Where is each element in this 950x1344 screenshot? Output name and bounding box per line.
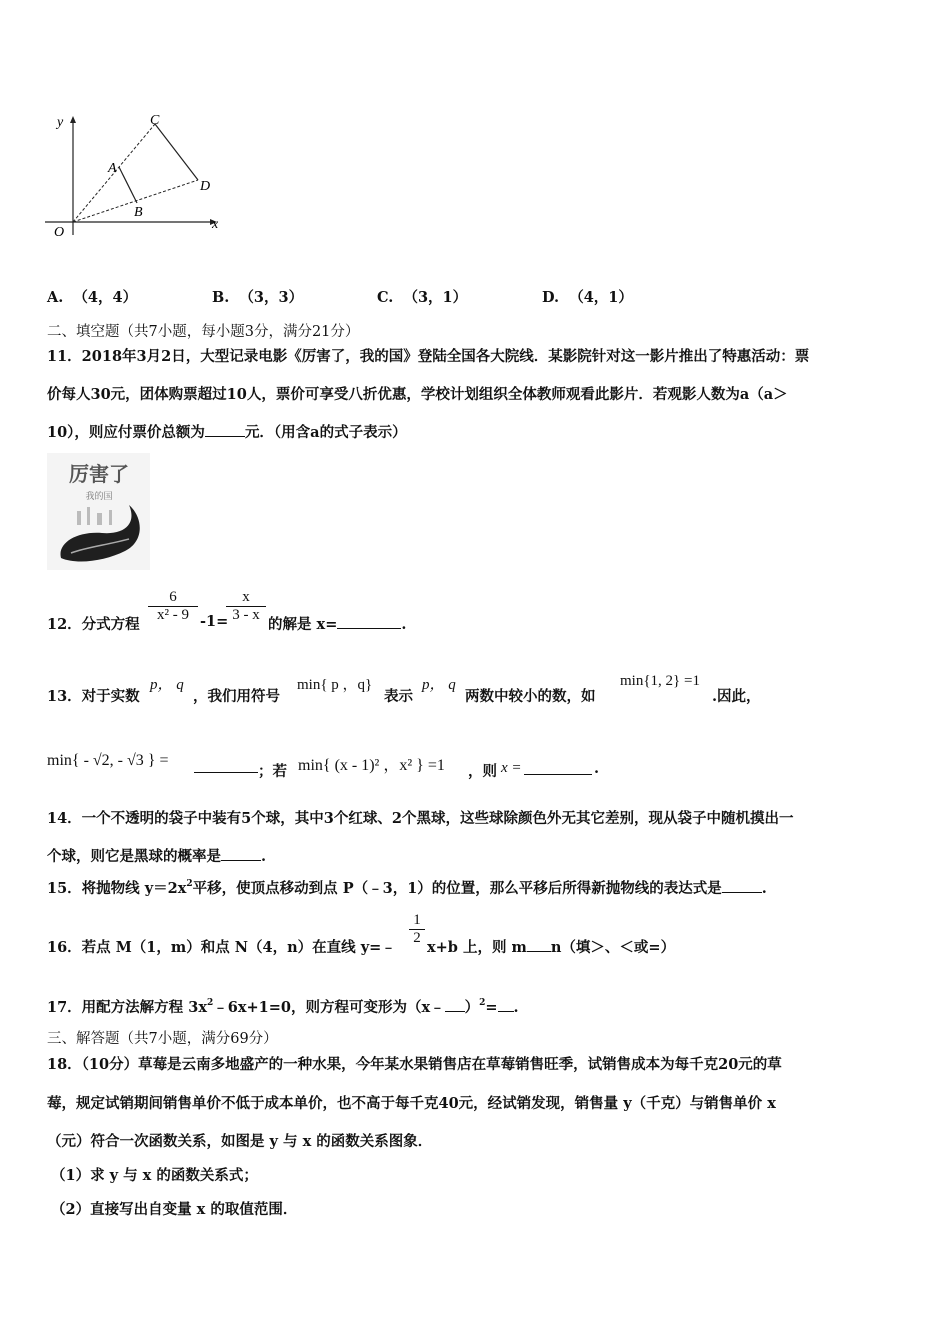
q15-line — [47, 877, 767, 898]
option-value: （3，1） — [403, 289, 468, 306]
q14-answer-blank — [221, 846, 261, 861]
segment-ab — [119, 167, 137, 203]
label-d: D — [200, 179, 211, 194]
q13-mid-3: 两数中较小的数，如 — [465, 688, 596, 705]
option-letter: A. — [47, 289, 64, 306]
q13-answer-blank-1 — [194, 758, 258, 773]
q18-part1: （1）求 y 与 x 的函数关系式； — [51, 1167, 258, 1184]
q13-line2-end: . — [594, 760, 600, 777]
q18-part2: （2）直接写出自变量 x 的取值范围． — [51, 1201, 298, 1218]
q16-text-b: x+b 上，则 m — [427, 939, 527, 956]
q15-sup: 2 — [186, 879, 193, 889]
q13-example: min{1, 2} =1 — [620, 673, 700, 689]
q16-text-rest — [427, 936, 675, 957]
section-3-title: 三、解答题（共7小题，满分69分） — [47, 1031, 278, 1047]
option-value: （3，3） — [239, 289, 304, 306]
option-c — [377, 286, 467, 307]
q17-sup-2: 2 — [479, 998, 486, 1008]
option-b — [212, 286, 303, 307]
q12-suffix-text: 的解是 x= — [268, 616, 338, 633]
q17-text-c: ） — [464, 999, 480, 1016]
q16-frac-num: 1 — [413, 912, 421, 928]
q13-pq-2: p， q — [422, 677, 456, 693]
q13-expression: min{ - √2, - √3 } = — [47, 752, 169, 769]
q11-answer-blank — [205, 422, 245, 437]
label-y: y — [57, 115, 64, 130]
q16-answer-blank — [527, 937, 551, 952]
q15-text-b: 平移，使顶点移动到点 P（﹣3，1）的位置，那么平移后所得新抛物线的表达式是 — [192, 880, 722, 897]
segment-cd — [155, 124, 198, 180]
poster-subtitle: 我的国 — [85, 492, 113, 502]
q17-sup-1: 2 — [206, 998, 214, 1008]
q13-min-pq: min{ p ，q} — [297, 677, 373, 693]
q17-text-a: 17．用配方法解方程 3x — [47, 999, 207, 1016]
poster-title: 厉害了 — [69, 462, 129, 486]
q17-end: . — [513, 999, 519, 1016]
q16-text-a: 16．若点 M（1，m）和点 N（4，n）在直线 y=﹣ — [47, 939, 396, 956]
q12-frac1-num: 6 — [169, 589, 177, 605]
option-d — [542, 286, 633, 307]
q12-fraction-1 — [148, 589, 198, 624]
q13-prefix: 13．对于实数 — [47, 688, 140, 705]
option-letter: D. — [542, 289, 560, 306]
coordinate-figure — [40, 110, 240, 245]
q13-pq-1: p， q — [150, 677, 184, 693]
label-x: x — [212, 217, 219, 232]
q12-suffix — [268, 613, 406, 634]
q18-line3: （元）符合一次函数关系，如图是 y 与 x 的函数关系图象． — [47, 1133, 433, 1150]
option-value: （4，1） — [569, 289, 633, 306]
option-value: （4，4） — [73, 289, 138, 306]
q18-line1: 18．（10分）草莓是云南多地盛产的一种水果，今年某水果销售店在草莓销售旺季，试销售成本为每千克20元的草 — [47, 1056, 782, 1073]
q17-text-b: ﹣6x+1=0，则方程可变形为（x﹣ — [213, 999, 445, 1016]
q12-mid: -1= — [200, 613, 229, 630]
q15-end: . — [761, 880, 767, 897]
q13-mid-1: ，我们用符号 — [193, 688, 280, 705]
q13-x: x = — [501, 760, 522, 776]
q12-end: . — [401, 616, 407, 633]
q14-end: . — [261, 848, 267, 865]
q17-answer-blank-2 — [498, 997, 514, 1012]
q17-answer-blank-1 — [445, 997, 465, 1012]
q18-line2: 莓，规定试销期间销售单价不低于成本单价，也不高于每千克40元，经试销发现，销售量 y（千克）与销售单价 x — [47, 1095, 776, 1112]
q11-line2: 价每人30元，团体购票超过10人，票价可享受八折优惠，学校计划组织全体教师观看此影片．若观影人数为a（a＞ — [47, 386, 788, 403]
q11-line1: 11．2018年3月2日，大型记录电影《厉害了，我的国》登陆全国各大院线．某影院针对这一影片推出了特惠活动：票 — [47, 348, 810, 365]
q12-answer-blank — [337, 614, 401, 629]
q12-prefix: 12．分式方程 — [47, 616, 140, 633]
label-b: B — [134, 205, 143, 220]
q14-line2 — [47, 845, 266, 866]
q15-text-a: 15．将抛物线 y＝2x — [47, 880, 187, 897]
q11-text-b: 元．（用含a的式子表示） — [244, 424, 407, 441]
q13-condition: min{ (x - 1)² ，x² } =1 — [298, 757, 445, 774]
q12-frac1-den: x² - 9 — [148, 606, 198, 624]
section-2-title: 二、填空题（共7小题，每小题3分，满分21分） — [47, 324, 360, 340]
option-letter: C. — [377, 289, 394, 306]
q11-line3 — [47, 421, 407, 442]
q17-text-d: = — [485, 999, 498, 1016]
q12-fraction-2 — [226, 589, 266, 624]
label-c: C — [150, 113, 160, 128]
q16-frac-den: 2 — [409, 929, 425, 947]
label-a: A — [108, 161, 117, 176]
q13-mid-2: 表示 — [384, 688, 413, 705]
y-axis-arrow — [70, 116, 76, 123]
q13-end: .因此， — [712, 688, 761, 705]
label-o: O — [54, 225, 65, 240]
q14-text: 个球，则它是黑球的概率是 — [47, 848, 221, 865]
q17-line — [47, 996, 519, 1017]
q16-text-c: n（填＞、＜或=） — [550, 939, 676, 956]
movie-poster-image — [47, 453, 150, 570]
q13-semi: ；若 — [258, 763, 287, 780]
q14-line1: 14．一个不透明的袋子中装有5个球，其中3个红球、2个黑球，这些球除颜色外无其它差别，现从袋子中随机摸出一 — [47, 810, 794, 827]
q11-text-a: 10），则应付票价总额为 — [47, 424, 205, 441]
q12-frac2-den: 3 - x — [226, 606, 266, 624]
option-a — [47, 286, 137, 307]
q13-answer-blank-2 — [524, 760, 592, 775]
option-letter: B. — [212, 289, 230, 306]
q16-fraction — [409, 912, 425, 947]
q13-then: ，则 — [468, 763, 497, 780]
q15-answer-blank — [722, 878, 762, 893]
q12-frac2-num: x — [242, 589, 250, 605]
